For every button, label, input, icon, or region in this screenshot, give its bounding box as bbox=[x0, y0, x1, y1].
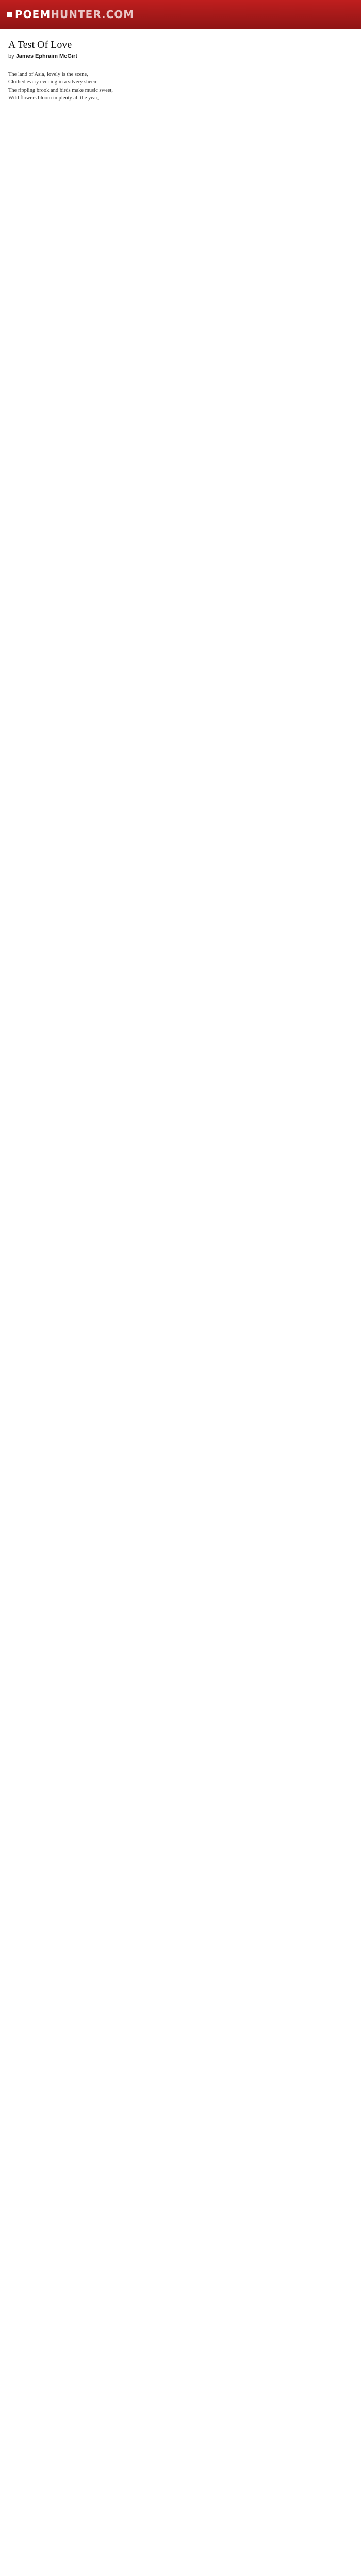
poem-line: Clothed every evening in a silvery sheen; bbox=[8, 79, 98, 86]
poem-body bbox=[8, 71, 353, 103]
poem-byline bbox=[8, 53, 353, 59]
author-link[interactable]: James Ephraim McGirt bbox=[15, 53, 77, 59]
poem-line: Wild flowers bloom in plenty all the year, bbox=[8, 95, 99, 101]
logo-square-icon bbox=[7, 12, 12, 17]
poem-line: The land of Asia, lovely is the scene, bbox=[8, 72, 88, 77]
site-logo-link[interactable] bbox=[7, 8, 134, 21]
site-header bbox=[0, 0, 361, 29]
poem-title: A Test Of Love bbox=[8, 39, 72, 50]
logo-text-prefix: POEM bbox=[15, 8, 51, 21]
poem-container bbox=[0, 29, 361, 103]
byline-prefix: by bbox=[8, 53, 14, 59]
logo-text-suffix: HUNTER.COM bbox=[51, 8, 135, 21]
poem-line: The rippling brook and birds make music sweet, bbox=[8, 87, 113, 93]
